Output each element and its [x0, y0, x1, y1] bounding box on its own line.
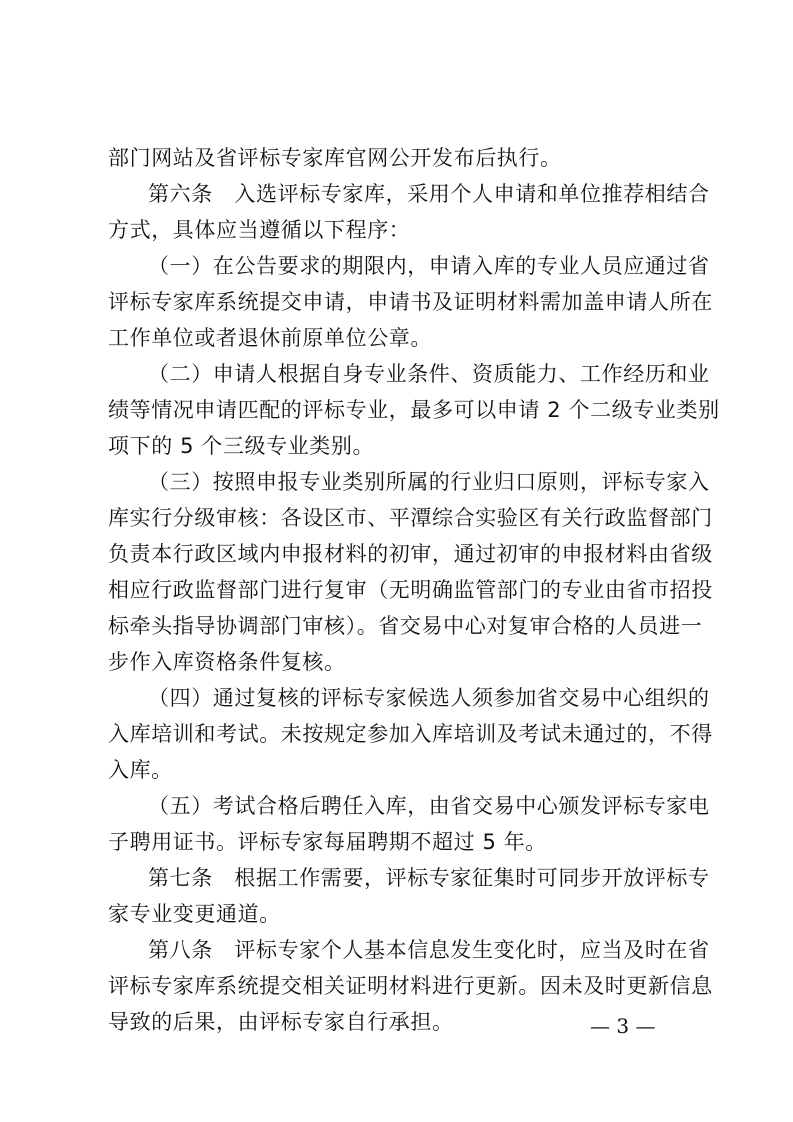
- page-number: — 3 —: [590, 1014, 656, 1038]
- item-1-line-1: （一）在公告要求的期限内，申请入库的专业人员应通过省: [148, 254, 710, 278]
- article-8-line-3: 导致的后果，由评标专家自行承担。: [108, 1010, 454, 1034]
- text-line-1: 部门网站及省评标专家库官网公开发布后执行。: [108, 146, 562, 170]
- item-5-line-1: （五）考试合格后聘任入库，由省交易中心颁发评标专家电: [148, 794, 710, 818]
- item-2-line-2: 绩等情况申请匹配的评标专业，最多可以申请 2 个二级专业类别: [108, 398, 720, 422]
- article-8-line-1: 第八条 评标专家个人基本信息发生变化时，应当及时在省: [148, 938, 710, 962]
- item-3-line-3: 负责本行政区域内申报材料的初审，通过初审的申报材料由省级: [108, 542, 713, 566]
- article-6-line-2: 方式，具体应当遵循以下程序：: [108, 218, 411, 242]
- item-1-line-2: 评标专家库系统提交申请，申请书及证明材料需加盖申请人所在: [108, 290, 713, 314]
- article-7-line-1: 第七条 根据工作需要，评标专家征集时可同步开放评标专: [148, 866, 710, 890]
- item-5-line-2: 子聘用证书。评标专家每届聘期不超过 5 年。: [108, 830, 547, 854]
- item-3-line-6: 步作入库资格条件复核。: [108, 650, 346, 674]
- item-4-line-2: 入库培训和考试。未按规定参加入库培训及考试未通过的，不得: [108, 722, 713, 746]
- item-3-line-2: 库实行分级审核：各设区市、平潭综合实验区有关行政监督部门: [108, 506, 713, 530]
- item-2-line-1: （二）申请人根据自身专业条件、资质能力、工作经历和业: [148, 362, 710, 386]
- item-3-line-5: 标牵头指导协调部门审核）。省交易中心对复审合格的人员进一: [108, 614, 703, 638]
- article-7-line-2: 家专业变更通道。: [108, 902, 281, 926]
- item-3-line-1: （三）按照申报专业类别所属的行业归口原则，评标专家入: [148, 470, 710, 494]
- item-1-line-3: 工作单位或者退休前原单位公章。: [108, 326, 432, 350]
- item-4-line-3: 入库。: [108, 758, 173, 782]
- item-2-line-3: 项下的 5 个三级专业类别。: [108, 434, 375, 458]
- article-6-line-1: 第六条 入选评标专家库，采用个人申请和单位推荐相结合: [148, 182, 710, 206]
- article-8-line-2: 评标专家库系统提交相关证明材料进行更新。因未及时更新信息: [108, 974, 713, 998]
- item-4-line-1: （四）通过复核的评标专家候选人须参加省交易中心组织的: [148, 686, 710, 710]
- item-3-line-4: 相应行政监督部门进行复审（无明确监管部门的专业由省市招投: [108, 578, 713, 602]
